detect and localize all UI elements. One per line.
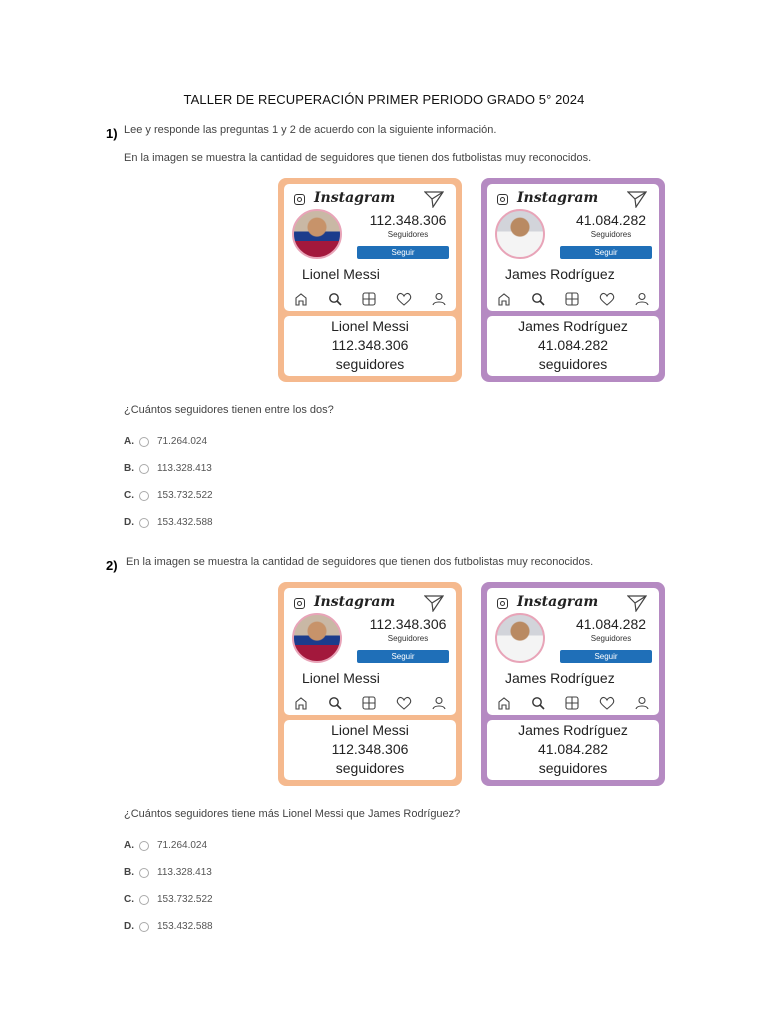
send-icon xyxy=(627,594,647,612)
radio-button[interactable] xyxy=(139,868,149,878)
add-post-icon xyxy=(565,696,579,710)
messi-summary xyxy=(284,316,456,376)
instagram-wordmark: Instagram xyxy=(517,594,599,610)
search-icon xyxy=(531,292,545,306)
page-title: TALLER DE RECUPERACIÓN PRIMER PERIODO GRADO 5° 2024 xyxy=(183,92,585,107)
follow-button[interactable]: Seguir xyxy=(560,246,652,259)
instagram-nav-bar xyxy=(288,696,452,710)
instagram-nav-bar xyxy=(491,292,655,306)
question-2-context: En la imagen se muestra la cantidad de seguidores que tienen dos futbolistas muy reconocidos. xyxy=(126,556,594,568)
home-icon xyxy=(497,696,511,710)
add-post-icon xyxy=(362,696,376,710)
james-summary xyxy=(487,316,659,376)
search-icon xyxy=(531,696,545,710)
messi-summary-followers: 112.348.306 xyxy=(331,741,409,757)
james-summary-word: seguidores xyxy=(538,356,608,372)
question-2-option-d[interactable]: D. 153.432.588 xyxy=(124,921,213,932)
messi-follower-count: 112.348.306 xyxy=(369,212,447,228)
followers-label: Seguidores xyxy=(590,634,632,643)
james-summary-followers: 41.084.282 xyxy=(537,741,609,757)
radio-button[interactable] xyxy=(139,895,149,905)
radio-button[interactable] xyxy=(139,518,149,528)
instagram-wordmark: Instagram xyxy=(314,190,396,206)
james-follower-count: 41.084.282 xyxy=(575,212,647,228)
messi-summary-followers: 112.348.306 xyxy=(331,337,409,353)
add-post-icon xyxy=(565,292,579,306)
home-icon xyxy=(294,292,308,306)
question-1-option-c[interactable]: C. 153.732.522 xyxy=(124,490,213,501)
profile-icon xyxy=(432,696,446,710)
question-1-cards xyxy=(278,178,668,384)
instagram-wordmark: Instagram xyxy=(314,594,396,610)
james-instagram-profile xyxy=(487,184,659,311)
messi-follower-count: 112.348.306 xyxy=(369,616,447,632)
radio-button[interactable] xyxy=(139,922,149,932)
heart-icon xyxy=(396,292,412,306)
james-summary xyxy=(487,720,659,780)
profile-icon xyxy=(635,696,649,710)
follow-button[interactable]: Seguir xyxy=(560,650,652,663)
question-1-option-d[interactable]: D. 153.432.588 xyxy=(124,517,213,528)
send-icon xyxy=(424,594,444,612)
james-summary-name: James Rodríguez xyxy=(518,722,628,738)
add-post-icon xyxy=(362,292,376,306)
messi-instagram-profile xyxy=(284,184,456,311)
question-1-options xyxy=(124,428,213,536)
messi-profile-name: Lionel Messi xyxy=(302,266,380,282)
question-1-instruction: Lee y responde las preguntas 1 y 2 de acuerdo con la siguiente información. xyxy=(124,124,497,136)
messi-card xyxy=(278,582,462,786)
send-icon xyxy=(424,190,444,208)
question-2-option-c[interactable]: C. 153.732.522 xyxy=(124,894,213,905)
james-summary-word: seguidores xyxy=(538,760,608,776)
instagram-nav-bar xyxy=(288,292,452,306)
question-1-option-a[interactable]: A. 71.264.024 xyxy=(124,436,208,447)
followers-label: Seguidores xyxy=(387,634,429,643)
profile-icon xyxy=(635,292,649,306)
james-profile-name: James Rodríguez xyxy=(505,670,615,686)
heart-icon xyxy=(599,696,615,710)
question-2-option-b[interactable]: B. 113.328.413 xyxy=(124,867,212,878)
instagram-nav-bar xyxy=(491,696,655,710)
radio-button[interactable] xyxy=(139,437,149,447)
messi-summary-word: seguidores xyxy=(335,760,405,776)
messi-profile-name: Lionel Messi xyxy=(302,670,380,686)
question-2-option-a[interactable]: A. 71.264.024 xyxy=(124,840,208,851)
instagram-wordmark: Instagram xyxy=(517,190,599,206)
question-2-cards xyxy=(278,582,668,788)
instagram-logo-icon xyxy=(294,194,305,205)
question-1-context: En la imagen se muestra la cantidad de seguidores que tienen dos futbolistas muy reconocidos. xyxy=(124,152,592,164)
question-1-number: 1) xyxy=(106,126,118,141)
follow-button[interactable]: Seguir xyxy=(357,650,449,663)
radio-button[interactable] xyxy=(139,464,149,474)
messi-summary-name: Lionel Messi xyxy=(331,722,409,738)
james-instagram-profile xyxy=(487,588,659,715)
send-icon xyxy=(627,190,647,208)
search-icon xyxy=(328,696,342,710)
james-profile-name: James Rodríguez xyxy=(505,266,615,282)
question-2-options xyxy=(124,832,213,940)
messi-avatar xyxy=(292,209,342,259)
james-summary-name: James Rodríguez xyxy=(518,318,628,334)
messi-summary xyxy=(284,720,456,780)
instagram-logo-icon xyxy=(497,194,508,205)
james-summary-followers: 41.084.282 xyxy=(537,337,609,353)
profile-icon xyxy=(432,292,446,306)
messi-card xyxy=(278,178,462,382)
question-2-text: ¿Cuántos seguidores tiene más Lionel Messi que James Rodríguez? xyxy=(124,808,461,820)
james-follower-count: 41.084.282 xyxy=(575,616,647,632)
radio-button[interactable] xyxy=(139,841,149,851)
question-1-option-b[interactable]: B. 113.328.413 xyxy=(124,463,212,474)
question-1-text: ¿Cuántos seguidores tienen entre los dos? xyxy=(124,404,334,416)
followers-label: Seguidores xyxy=(590,230,632,239)
james-card xyxy=(481,582,665,786)
messi-summary-name: Lionel Messi xyxy=(331,318,409,334)
home-icon xyxy=(294,696,308,710)
instagram-logo-icon xyxy=(294,598,305,609)
messi-avatar xyxy=(292,613,342,663)
followers-label: Seguidores xyxy=(387,230,429,239)
heart-icon xyxy=(396,696,412,710)
james-avatar xyxy=(495,613,545,663)
heart-icon xyxy=(599,292,615,306)
messi-summary-word: seguidores xyxy=(335,356,405,372)
radio-button[interactable] xyxy=(139,491,149,501)
james-card xyxy=(481,178,665,382)
follow-button[interactable]: Seguir xyxy=(357,246,449,259)
instagram-logo-icon xyxy=(497,598,508,609)
search-icon xyxy=(328,292,342,306)
home-icon xyxy=(497,292,511,306)
james-avatar xyxy=(495,209,545,259)
question-2-number: 2) xyxy=(106,558,118,573)
messi-instagram-profile xyxy=(284,588,456,715)
